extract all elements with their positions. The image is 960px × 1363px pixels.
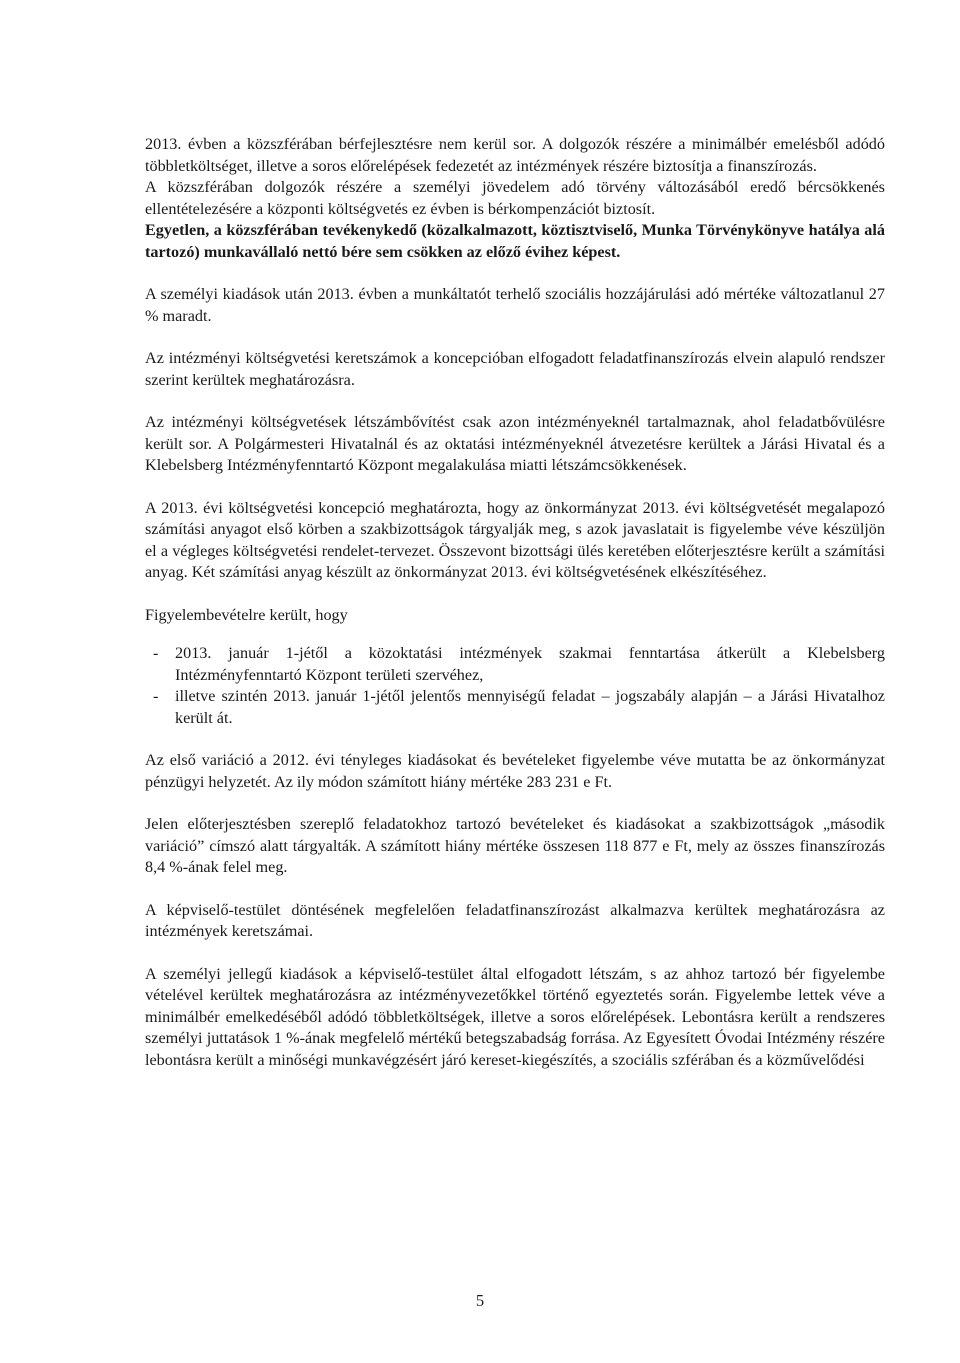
document-page: [145, 134, 885, 1071]
paragraph-second-variant: Jelen előterjesztésben szereplő feladatokhoz tartozó bevételeket és kiadásokat a szakbizottságok „második variáció” címszó alatt tárgyalták. A számított hiány mértéke összesen 118 877 e Ft, mely az összes finanszírozás 8,4 %-ának felel meg.: [145, 815, 885, 876]
paragraph-budget-concept: A 2013. évi költségvetési koncepció meghatározta, hogy az önkormányzat 2013. évi költségvetését megalapozó számítási anyagot első körben a szakbizottságok tárgyalják meg, s azok javaslatait is figyelembe véve készüljön el a végleges költségvetési rendelet-tervezet. Összevont bizottsági ülés keretében előterjesztésre került a számítási anyag. Két számítási anyag készült az önkormányzat 2013. évi költségvetésének elkészítéséhez.: [145, 498, 885, 581]
paragraph-wage-compensation: A közszférában dolgozók részére a személyi jövedelem adó törvény változásából eredő bércsökkenés ellentételezésére a központi költségvetés ez évben is bérkompenzációt biztosít.: [145, 178, 885, 218]
page-number: 5: [475, 1291, 485, 1310]
paragraph-social-contribution: A személyi kiadások után 2013. évben a munkáltatót terhelő szociális hozzájárulási adó mértéke változatlanul 27 % maradt.: [145, 285, 885, 325]
paragraph-task-financing: A képviselő-testület döntésének megfelelően feladatfinanszírozást alkalmazva kerültek meghatározásra az intézmények keretszámai.: [145, 900, 885, 940]
list-item: [145, 643, 885, 686]
paragraph-net-wage-guarantee: Egyetlen, a közszférában tevékenykedő (közalkalmazott, köztisztviselő, Munka Törvénykönyve hatálya alá tartozó) munkavállaló nettó bére sem csökken az előző évihez képest.: [145, 221, 885, 261]
paragraph-personnel-expenses: A személyi jellegű kiadások a képviselő-testület által elfogadott létszám, s az ahhoz tartozó bér figyelembe vételével kerültek meghatározásra az intézményvezetőkkel történő egyeztetés során. Figyelembe lettek véve a minimálbér emelkedéséből adódó többletköltségek, illetve a soros előrelépések. Lebontásra került a rendszeres személyi juttatások 1 %-ának megfelelő mértékű betegszabadság forrása. Az Egyesített Óvodai Intézmény részére lebontásra került a minőségi munkavégzésért járó kereset-kiegészítés, a szociális szférában és a közművelődési: [145, 964, 885, 1069]
list-item: [145, 686, 885, 729]
list-dash: -: [153, 687, 159, 705]
considerations-list: [145, 643, 885, 729]
paragraph-headcount: Az intézményi költségvetések létszámbővítést csak azon intézményeknél tartalmaznak, ahol feladatbővülésre került sor. A Polgármesteri Hivatalnál és az oktatási intézményeknél átvezetésre kerültek a Járási Hivatal és a Klebelsberg Intézményfenntartó Központ megalakulása miatti létszámcsökkenések.: [145, 413, 885, 474]
paragraph-list-intro: Figyelembevételre került, hogy: [145, 605, 348, 624]
list-item-text: 2013. január 1-jétől a közoktatási intézmények szakmai fenntartása átkerült a Klebelsberg Intézményfenntartó Központ területi szervéhez,: [175, 644, 885, 684]
paragraph-budget-framework: Az intézményi költségvetési keretszámok a koncepcióban elfogadott feladatfinanszírozás elvein alapuló rendszer szerint kerültek meghatározásra.: [145, 349, 885, 389]
paragraph-first-variant: Az első variáció a 2012. évi tényleges kiadásokat és bevételeket figyelembe véve mutatta be az önkormányzat pénzügyi helyzetét. Az ily módon számított hiány mértéke 283 231 e Ft.: [145, 751, 885, 791]
paragraph-minimum-wage: 2013. évben a közszférában bérfejlesztésre nem kerül sor. A dolgozók részére a minimálbér emelésből adódó többletköltséget, illetve a soros előrelépések fedezetét az intézmények részére biztosítja a finanszírozás.: [145, 135, 885, 175]
list-item-text: illetve szintén 2013. január 1-jétől jelentős mennyiségű feladat – jogszabály alapján – a Járási Hivatalhoz került át.: [175, 687, 885, 727]
list-dash: -: [153, 644, 159, 662]
